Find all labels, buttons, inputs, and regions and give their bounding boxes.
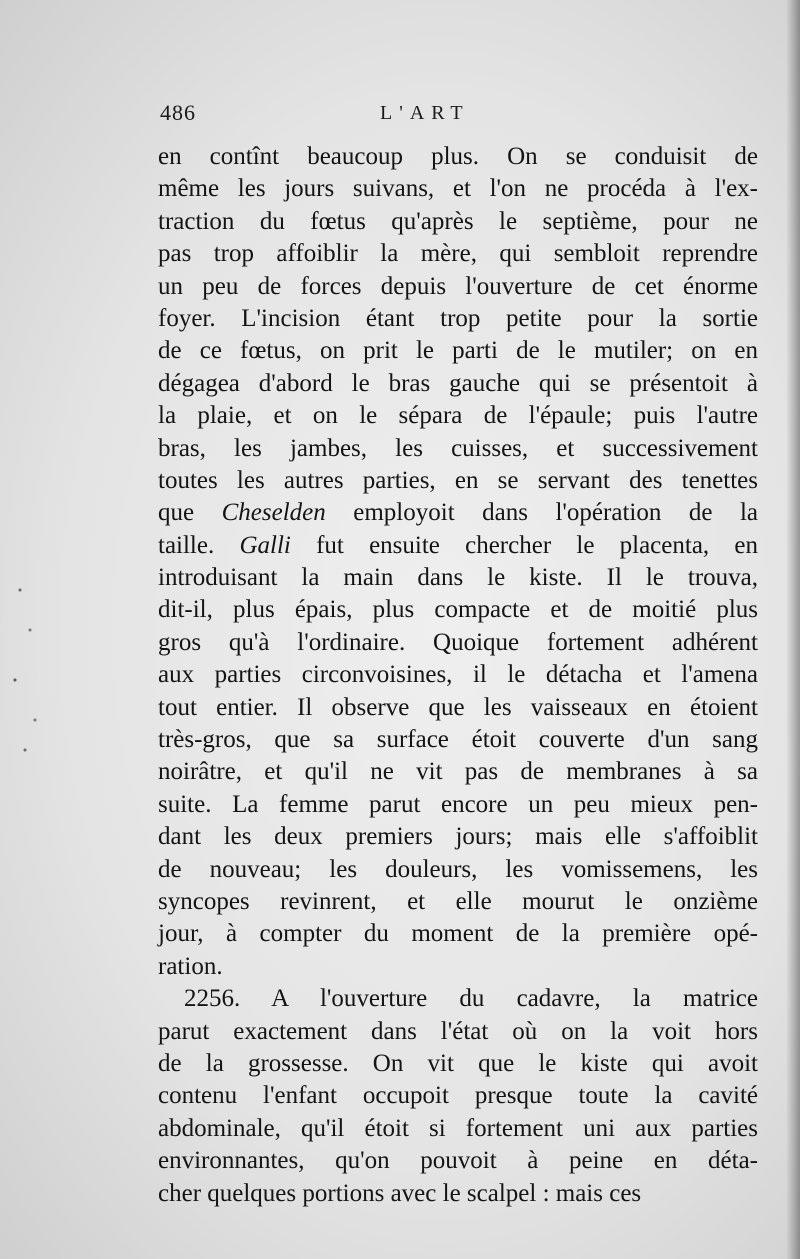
text-line: aux parties circonvoisines, il le détacha et l'amena [158, 661, 758, 689]
text-line: environnantes, qu'on pouvoit à peine en déta- [158, 1147, 758, 1175]
page-edge-shadow [786, 0, 800, 1259]
running-title: L'ART [380, 102, 470, 124]
text-line: jour, à compter du moment de la première opé- [158, 920, 758, 948]
text-line: ration. [158, 952, 223, 980]
text-line: en contînt beaucoup plus. On se conduisit de [158, 143, 758, 170]
text-line: toutes les autres parties, en se servant des tenettes [158, 466, 758, 494]
text-segment: fut ensuite chercher le placenta, en [290, 531, 758, 559]
page-number: 486 [160, 100, 196, 125]
text-line: gros qu'à l'ordinaire. Quoique fortement adhérent [158, 628, 758, 656]
text-line: traction du fœtus qu'après le septième, pour ne [158, 207, 758, 235]
text-line: de nouveau; les douleurs, les vomissemens, les [158, 855, 758, 883]
text-line: tout entier. Il observe que les vaisseaux en étoient [158, 693, 758, 721]
text-line: dégagea d'abord le bras gauche qui se présentoit à [158, 369, 758, 397]
italic-name: Galli [239, 531, 291, 559]
text-line [158, 497, 758, 529]
text-line: noirâtre, et qu'il ne vit pas de membranes à sa [158, 758, 758, 786]
text-segment: employoit dans l'opération de la [325, 499, 758, 527]
text-line: cher quelques portions avec le scalpel : mais ces [158, 1179, 642, 1207]
body-text [158, 141, 758, 1210]
text-line: suite. La femme parut encore un peu mieux pen- [158, 790, 758, 818]
text-line: très-gros, que sa surface étoit couverte d'un sang [158, 726, 758, 754]
text-line: de ce fœtus, on prit le parti de le mutiler; on en [158, 337, 758, 365]
text-line: bras, les jambes, les cuisses, et successivement [158, 434, 758, 462]
text-line: syncopes revinrent, et elle mourut le onzième [158, 887, 758, 915]
text-line: dant les deux premiers jours; mais elle s'affoiblit [158, 823, 758, 851]
text-segment: taille. [158, 531, 240, 559]
text-line: même les jours suivans, et l'on ne procéda à l'ex- [158, 175, 758, 203]
text-line: foyer. L'incision étant trop petite pour la sortie [158, 304, 758, 332]
text-line: pas trop affoiblir la mère, qui sembloit reprendre [158, 240, 758, 268]
text-line [158, 530, 758, 562]
text-line: introduisant la main dans le kiste. Il le trouva, [158, 564, 758, 592]
text-line: dit-il, plus épais, plus compacte et de moitié plus [158, 596, 758, 624]
text-line: de la grossesse. On vit que le kiste qui avoit [158, 1049, 758, 1077]
text-line: la plaie, et on le sépara de l'épaule; puis l'autre [158, 402, 758, 430]
running-head [160, 100, 750, 140]
text-line: parut exactement dans l'état où on la voit hors [158, 1017, 758, 1045]
text-line: abdominale, qu'il étoit si fortement uni aux parties [158, 1114, 758, 1142]
text-segment: que [158, 499, 222, 527]
text-line: 2256. A l'ouverture du cadavre, la matrice [184, 985, 758, 1013]
paper-specks [0, 560, 50, 780]
text-line: contenu l'enfant occupoit presque toute la cavité [158, 1082, 758, 1110]
text-line: un peu de forces depuis l'ouverture de cet énorme [158, 272, 758, 300]
italic-name: Cheselden [221, 499, 326, 527]
